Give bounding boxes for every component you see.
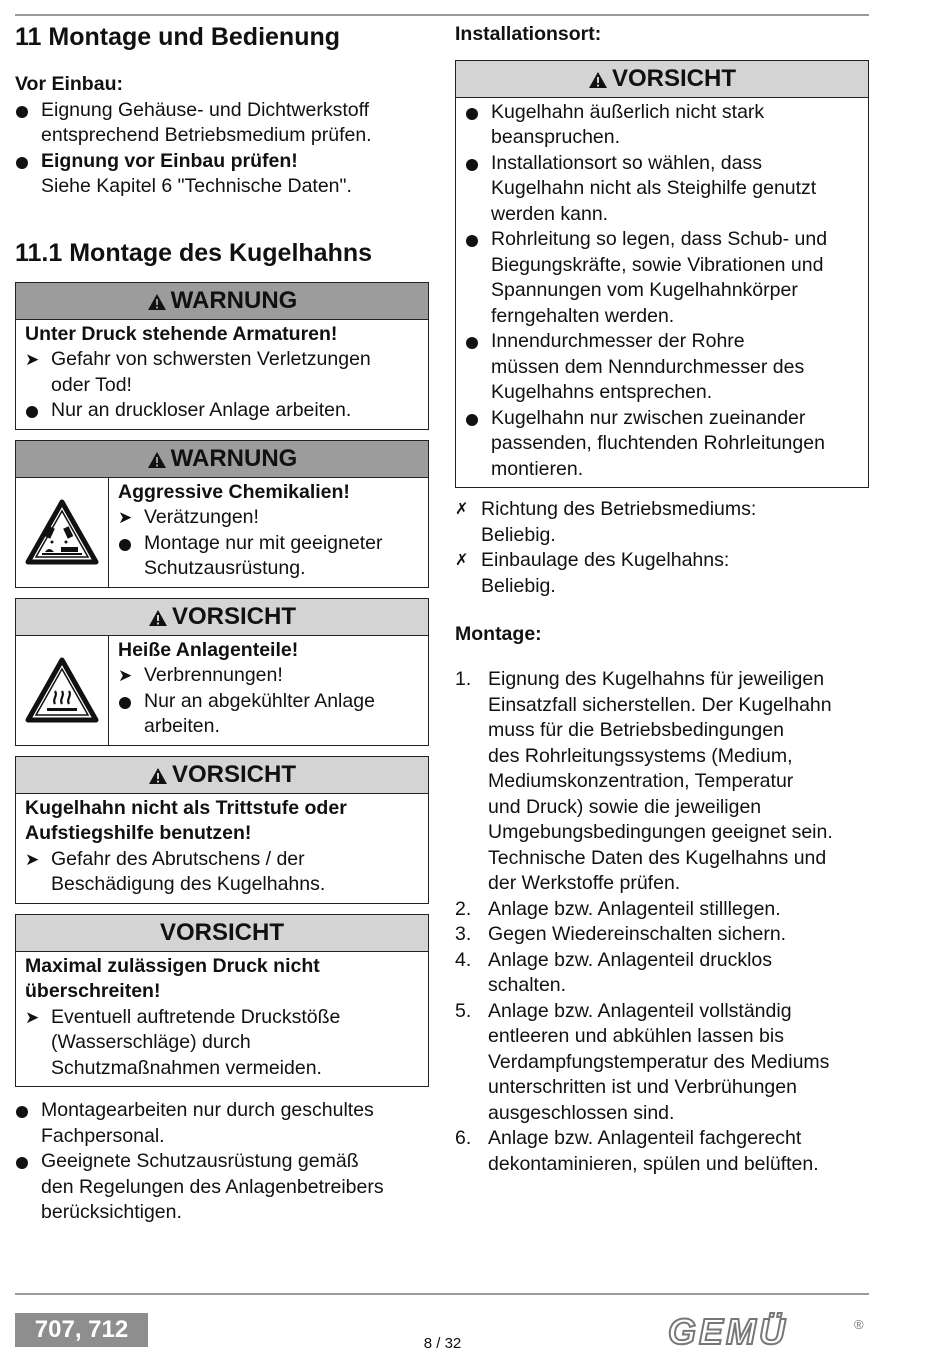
list-item: Innendurchmesser der Rohre müssen dem Nenndurchmesser des Kugelhahns entsprechen. bbox=[465, 329, 860, 406]
list-item: Nur an abgekühlter Anlage arbeiten. bbox=[118, 689, 420, 740]
warning-box-pressure bbox=[15, 282, 429, 430]
cross-icon: ✗ bbox=[455, 552, 469, 569]
list-item: Rohrleitung so legen, dass Schub- und Biegungskräfte, sowie Vibrationen und Spannungen vom Kugelhahnkörper ferngehalten werden. bbox=[465, 227, 860, 329]
chapter-title: 11 Montage und Bedienung bbox=[15, 23, 341, 51]
logo-text: GEMÜ bbox=[668, 1312, 788, 1352]
vor-einbau-heading: Vor Einbau: bbox=[15, 73, 123, 95]
bottom-rule bbox=[15, 1293, 869, 1295]
warning-triangle-icon bbox=[147, 451, 167, 469]
bullet-icon bbox=[26, 406, 38, 418]
arrow-icon: ➤ bbox=[25, 1007, 40, 1027]
caution-title: Kugelhahn nicht als Trittstufe oder Aufstiegshilfe benutzen! bbox=[25, 796, 347, 844]
step-item: 5. Anlage bzw. Anlagenteil vollständig entleeren und abkühlen lassen bis Verdampfungstemperatur des Mediums unterschritten ist und Verbrühungen ausgeschlossen sind. bbox=[455, 999, 830, 1124]
caution-box-hot bbox=[15, 598, 429, 746]
bullet-icon bbox=[16, 1106, 28, 1118]
model-badge: 707, 712 bbox=[15, 1313, 148, 1347]
bullet-icon bbox=[16, 157, 28, 169]
right-column bbox=[455, 16, 869, 1177]
arrow-icon: ➤ bbox=[25, 849, 40, 869]
bullet-icon bbox=[466, 235, 478, 247]
list-item: ➤ Gefahr des Abrutschens / der Beschädigung des Kugelhahns. bbox=[25, 847, 326, 895]
conditions-list bbox=[455, 497, 869, 599]
step-item: 1. Eignung des Kugelhahns für jeweiligen Einsatzfall sicherstellen. Der Kugelhahn muss für die Betriebsbedingungen des Rohrleitungssystems (Medium, Mediumskonzentration, Temperatur und Druck) sowie die jeweiligen Umgebungsbedingungen geeignet sein. Technische Daten des Kugelhahns und der Werkstoffe prüfen. bbox=[455, 668, 833, 894]
hot-surface-icon bbox=[25, 657, 99, 723]
arrow-icon: ➤ bbox=[118, 666, 133, 685]
warning-triangle-icon bbox=[147, 293, 167, 311]
installationsort-heading: Installationsort: bbox=[455, 23, 602, 45]
list-item: Installationsort so wählen, dass Kugelhahn nicht als Steighilfe genutzt werden kann. bbox=[465, 151, 860, 228]
bullet-icon bbox=[466, 414, 478, 426]
bullet-icon bbox=[466, 108, 478, 120]
list-item: ✗ Einbaulage des Kugelhahns: Beliebig. bbox=[455, 549, 730, 597]
step-item: 2. Anlage bzw. Anlagenteil stilllegen. bbox=[455, 897, 781, 920]
caution-box-pressure bbox=[15, 914, 429, 1088]
list-item: ➤ Verbrennungen! bbox=[118, 663, 420, 689]
warning-header: WARNUNG bbox=[16, 283, 428, 320]
caution-box-installation bbox=[455, 60, 869, 489]
list-item: Eignung Gehäuse- und Dichtwerkstoff entsprechend Betriebsmedium prüfen. bbox=[15, 98, 429, 149]
left-column bbox=[15, 16, 429, 1226]
warning-triangle-icon bbox=[588, 71, 608, 89]
caution-header: VORSICHT bbox=[16, 757, 428, 794]
registered-mark: ® bbox=[854, 1317, 864, 1332]
bullet-icon bbox=[16, 1157, 28, 1169]
vor-einbau-list bbox=[15, 98, 429, 200]
list-item: Kugelhahn nur zwischen zueinander passenden, fluchtenden Rohrleitungen montieren. bbox=[465, 406, 860, 483]
list-item: Montage nur mit geeigneter Schutzausrüstung. bbox=[118, 531, 420, 582]
montage-heading: Montage: bbox=[455, 623, 542, 645]
list-item: Montagearbeiten nur durch geschultes Fachpersonal. bbox=[15, 1098, 429, 1149]
caution-title: Maximal zulässigen Druck nicht überschreiten! bbox=[25, 954, 320, 1002]
cross-icon: ✗ bbox=[455, 501, 469, 518]
list-item: ➤ Gefahr von schwersten Verletzungen oder Tod! bbox=[25, 348, 371, 396]
bullet-icon bbox=[119, 697, 131, 709]
warning-title: Aggressive Chemikalien! bbox=[118, 480, 350, 503]
corrosive-icon bbox=[25, 499, 99, 565]
arrow-icon: ➤ bbox=[118, 508, 133, 527]
list-item: Geeignete Schutzausrüstung gemäß den Regelungen des Anlagenbetreibers berücksichtigen. bbox=[15, 1149, 429, 1226]
warning-header: WARNUNG bbox=[16, 441, 428, 478]
list-item: ➤ Eventuell auftretende Druckstöße (Wasserschläge) durch Schutzmaßnahmen vermeiden. bbox=[25, 1005, 341, 1079]
montage-steps bbox=[455, 667, 869, 1177]
list-item: Kugelhahn äußerlich nicht stark beanspruchen. bbox=[465, 100, 860, 151]
step-item: 4. Anlage bzw. Anlagenteil drucklos schalten. bbox=[455, 948, 773, 996]
section-title: 11.1 Montage des Kugelhahns bbox=[15, 238, 373, 267]
warning-triangle-icon bbox=[148, 609, 168, 627]
caution-header: VORSICHT bbox=[16, 915, 428, 952]
step-item: 3. Gegen Wiedereinschalten sichern. bbox=[455, 923, 787, 945]
caution-box-step bbox=[15, 756, 429, 904]
warning-triangle-icon bbox=[148, 767, 168, 785]
left-notes bbox=[15, 1098, 429, 1226]
step-item: 6. Anlage bzw. Anlagenteil fachgerecht dekontaminieren, spülen und belüften. bbox=[455, 1127, 819, 1175]
bullet-icon bbox=[16, 106, 28, 118]
bullet-icon bbox=[466, 159, 478, 171]
list-item: ✗ Richtung des Betriebsmediums: Beliebig. bbox=[455, 498, 757, 546]
page-number: 8 / 32 bbox=[423, 1335, 462, 1352]
arrow-icon: ➤ bbox=[25, 350, 40, 369]
list-item: Eignung vor Einbau prüfen! Siehe Kapitel 6 "Technische Daten". bbox=[15, 149, 429, 200]
gemu-logo bbox=[668, 1312, 870, 1352]
caution-header: VORSICHT bbox=[16, 599, 428, 636]
warning-box-chemicals bbox=[15, 440, 429, 588]
warning-title: Unter Druck stehende Armaturen! bbox=[25, 322, 338, 345]
bullet-icon bbox=[119, 539, 131, 551]
caution-title: Heiße Anlagenteile! bbox=[118, 638, 299, 661]
list-item: Nur an druckloser Anlage arbeiten. bbox=[25, 398, 420, 424]
list-item: ➤ Verätzungen! bbox=[118, 505, 420, 531]
caution-header: VORSICHT bbox=[456, 61, 868, 98]
bullet-icon bbox=[466, 337, 478, 349]
